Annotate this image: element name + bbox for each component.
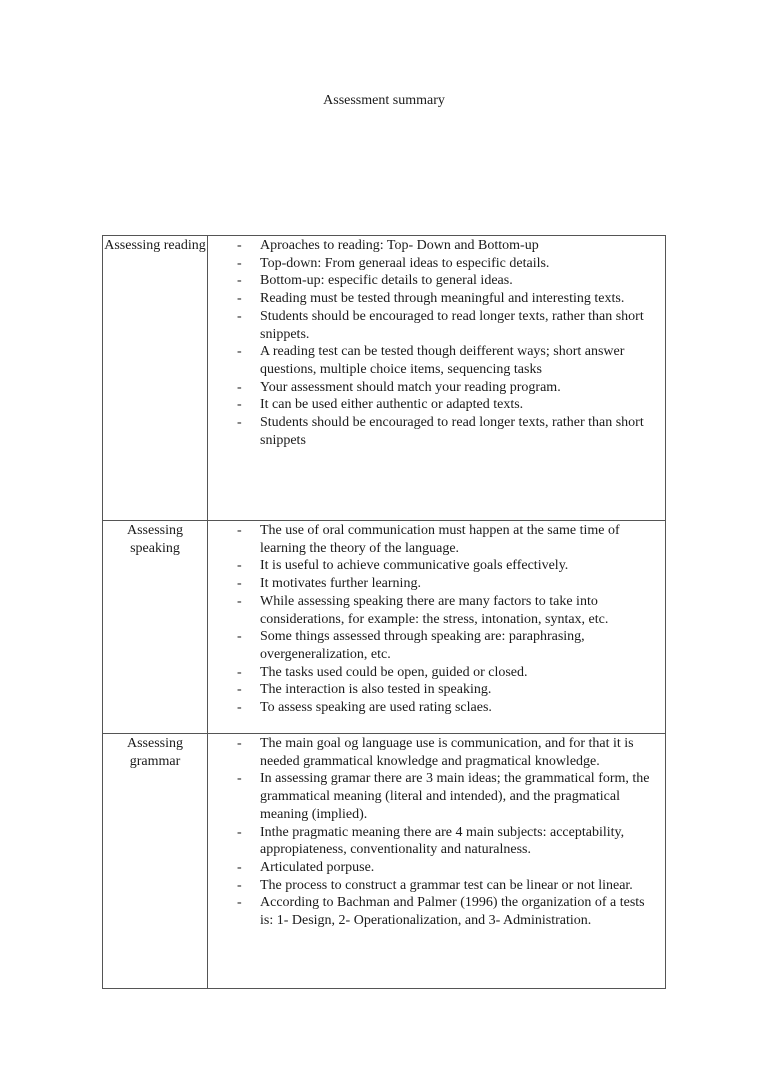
bullet-list [208,735,659,930]
bullet-item [208,255,659,273]
bullet-item [208,379,659,397]
bullet-text: Top-down: From generaal ideas to especific details. [260,255,550,271]
bullet-item [208,681,659,699]
bullet-item [208,522,659,557]
assessment-summary-table [102,235,666,989]
bullet-text: Articulated porpuse. [260,859,375,875]
topic-cell: Assessing speaking [103,521,208,734]
bullet-item [208,735,659,770]
bullet-text: Aproaches to reading: Top- Down and Bottom-up [260,238,539,253]
topic-cell: Assessing reading [103,236,208,521]
dash-bullet-icon: - [237,255,242,271]
bullet-text: While assessing speaking there are many factors to take into considerations, for example: the stress, intonation, syntax, etc. [260,593,609,627]
dash-bullet-icon: - [237,576,242,592]
bullet-text: Inthe pragmatic meaning there are 4 main subjects: acceptability, appropiateness, conventionality and naturalness. [260,824,625,858]
bullet-item [208,877,659,895]
bullet-item [208,308,659,343]
bullet-text: It is useful to achieve communicative goals effectively. [260,558,569,574]
dash-bullet-icon: - [237,700,242,716]
bullet-text: To assess speaking are used rating sclaes. [260,700,492,716]
dash-bullet-icon: - [237,771,242,787]
dash-bullet-icon: - [237,736,242,751]
table-row-speaking [103,521,666,734]
topic-cell: Assessing grammar [103,734,208,989]
bullet-item [208,343,659,378]
bullet-text: Your assessment should match your reading program. [260,379,561,395]
bullet-text: Bottom-up: especific details to general ideas. [260,273,513,289]
bullet-item [208,859,659,877]
bullet-text: It can be used either authentic or adapted texts. [260,397,524,413]
bullet-text: Students should be encouraged to read longer texts, rather than short snippets [260,415,644,448]
bullet-item [208,290,659,308]
bullet-item [208,237,659,255]
dash-bullet-icon: - [237,664,242,680]
bullet-text: The use of oral communication must happen at the same time of learning the theory of the language. [260,523,620,556]
dash-bullet-icon: - [237,593,242,609]
document-title: Assessment summary [323,93,445,108]
bullet-list [208,522,659,717]
bullet-text: The process to construct a grammar test can be linear or not linear. [260,877,633,893]
bullet-item [208,664,659,682]
bullet-item [208,824,659,859]
dash-bullet-icon: - [237,629,242,645]
bullet-item [208,699,659,717]
bullet-text: The main goal og language use is communication, and for that it is needed grammatical knowledge and pragmatical knowledge. [260,736,634,769]
dash-bullet-icon: - [237,682,242,698]
dash-bullet-icon: - [237,397,242,413]
dash-bullet-icon: - [237,238,242,253]
dash-bullet-icon: - [237,877,242,893]
dash-bullet-icon: - [237,523,242,538]
bullet-text: According to Bachman and Palmer (1996) the organization of a tests is: 1- Design, 2- Operationalization, and 3- Administration. [260,895,645,929]
dash-bullet-icon: - [237,415,242,431]
bullet-text: A reading test can be tested though deifferent ways; short answer questions, multiple choice items, sequencing tasks [260,344,625,377]
dash-bullet-icon: - [237,859,242,875]
table-row-reading [103,236,666,521]
bullet-text: In assessing gramar there are 3 main ideas; the grammatical form, the grammatical meaning (literal and intended), and the pragmatical meaning (implied). [260,771,650,822]
bullet-text: It motivates further learning. [260,576,421,592]
bullet-text: The tasks used could be open, guided or closed. [260,664,528,680]
dash-bullet-icon: - [237,291,242,307]
dash-bullet-icon: - [237,558,242,574]
bullet-item [208,770,659,823]
bullet-list [208,237,659,449]
points-cell [208,521,666,734]
dash-bullet-icon: - [237,344,242,360]
dash-bullet-icon: - [237,824,242,840]
bullet-item [208,575,659,593]
dash-bullet-icon: - [237,273,242,289]
bullet-text: Students should be encouraged to read longer texts, rather than short snippets. [260,308,644,342]
bullet-item [208,414,659,449]
bullet-item [208,628,659,663]
dash-bullet-icon: - [237,308,242,324]
bullet-item [208,272,659,290]
bullet-text: The interaction is also tested in speaking. [260,682,492,698]
bullet-text: Some things assessed through speaking are: paraphrasing, overgeneralization, etc. [260,629,585,662]
dash-bullet-icon: - [237,895,242,911]
bullet-item [208,557,659,575]
points-cell [208,236,666,521]
bullet-item [208,396,659,414]
bullet-item [208,894,659,929]
bullet-text: Reading must be tested through meaningful and interesting texts. [260,291,625,307]
dash-bullet-icon: - [237,379,242,395]
table-row-grammar [103,734,666,989]
bullet-item [208,593,659,628]
points-cell [208,734,666,989]
